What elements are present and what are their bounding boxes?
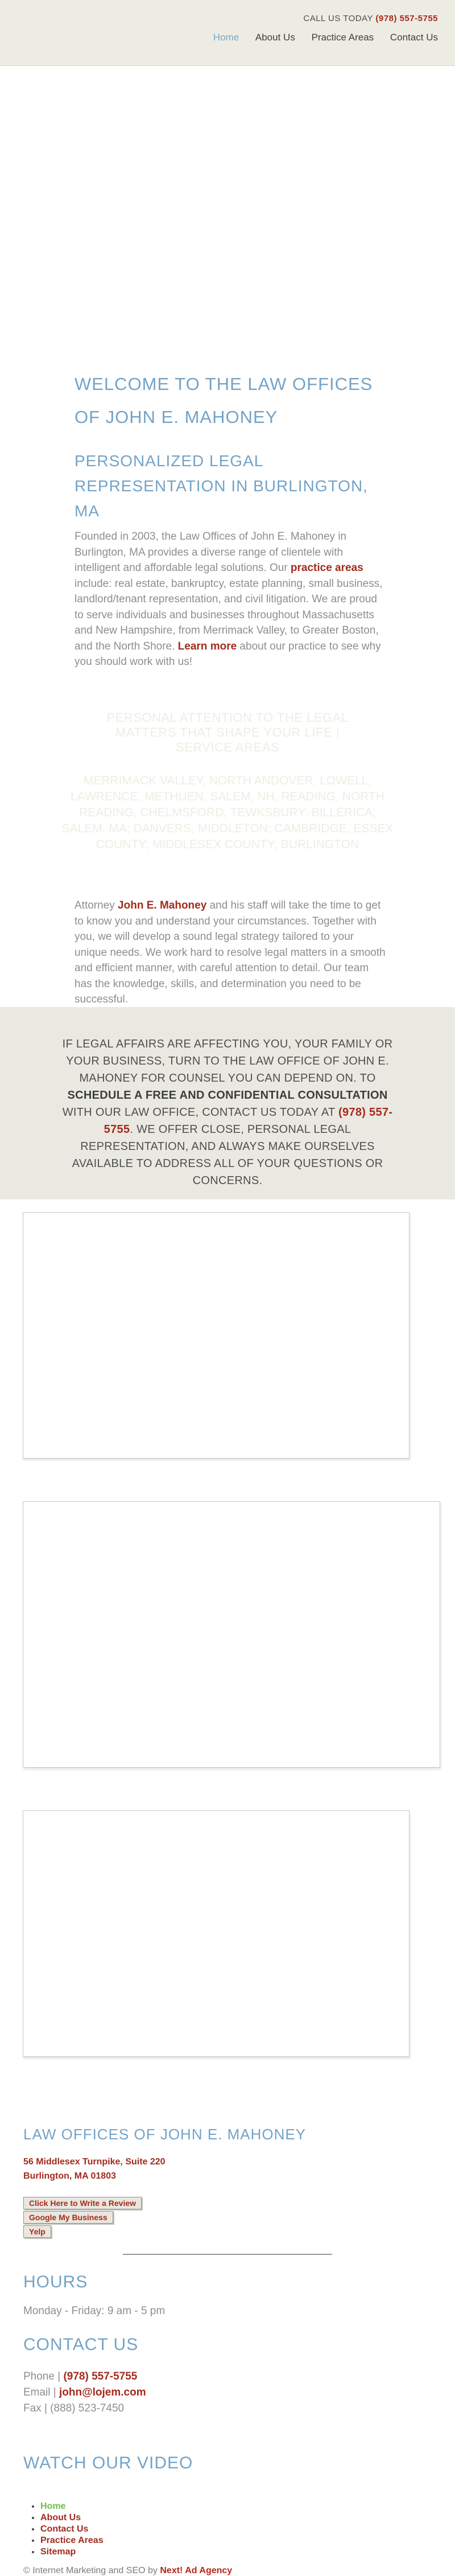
site-header <box>0 0 455 66</box>
intro-text-3: about our practice to see why you should work with us! <box>75 640 381 668</box>
footer-link-about-us[interactable]: About Us <box>40 2513 81 2522</box>
email-label: Email | <box>23 2386 60 2398</box>
practice-areas-link[interactable]: practice areas <box>290 562 363 574</box>
map-embed-placeholder-2[interactable] <box>23 1501 440 1768</box>
yelp-button[interactable]: Yelp <box>23 2225 51 2238</box>
contact-us-heading: CONTACT US <box>23 2335 139 2354</box>
header-phone-link[interactable]: (978) 557-5755 <box>375 14 438 23</box>
email-line <box>23 2385 432 2401</box>
nav-item-practice-areas[interactable]: Practice Areas <box>311 32 374 43</box>
main-nav <box>0 32 438 43</box>
address-line-1: 56 Middlesex Turnpike, Suite 220 <box>23 2157 166 2167</box>
attorney-text-2: and his staff will take the time to get to know you and understand your circumstances. Together with you, we will develop a sound legal strategy tailored to your unique needs. We work hard to resolve legal matters in a smooth and efficient manner, with careful attention to detail. Our team has the knowledge, skills, and determination you need to be successful. <box>75 899 386 1005</box>
footer-firm-name: LAW OFFICES OF JOHN E. MAHONEY <box>23 2126 307 2143</box>
footer-divider <box>123 2254 332 2255</box>
contact-block <box>23 2369 432 2417</box>
watch-video-heading: WATCH OUR VIDEO <box>23 2454 193 2472</box>
cta-text-2: WITH OUR LAW OFFICE, CONTACT US TODAY AT <box>62 1106 339 1119</box>
intro-text-1: Founded in 2003, the Law Offices of John E. Mahoney in Burlington, MA provides a diverse range of clientele with intelligent and affordable legal solutions. Our <box>75 531 347 574</box>
intro-paragraph <box>75 529 387 670</box>
nav-item-contact-us[interactable]: Contact Us <box>390 32 438 43</box>
attorney-text-1: Attorney <box>75 899 118 911</box>
attorney-paragraph <box>75 898 387 1008</box>
footer-link-home[interactable]: Home <box>40 2501 66 2511</box>
welcome-section <box>75 368 387 670</box>
footer-email-link[interactable]: john@lojem.com <box>59 2386 146 2398</box>
service-areas-faded-section <box>57 710 398 853</box>
footer-phone-link[interactable]: (978) 557-5755 <box>63 2370 138 2382</box>
address-line-2: Burlington, MA 01803 <box>23 2171 116 2181</box>
cta-paragraph <box>57 1036 398 1189</box>
cta-phone-link[interactable]: (978) 557-5755 <box>104 1106 393 1136</box>
write-review-button[interactable]: Click Here to Write a Review <box>23 2197 142 2209</box>
fax-line <box>23 2401 432 2417</box>
cta-text-3: . WE OFFER CLOSE, PERSONAL LEGAL REPRESENTATION, AND ALWAYS MAKE OURSELVES AVAILABLE TO ADDRESS ALL OF YOUR QUESTIONS OR CONCERNS. <box>72 1123 383 1187</box>
call-us-line <box>0 14 438 23</box>
welcome-heading: WELCOME TO THE LAW OFFICES OF JOHN E. MAHONEY <box>75 374 373 427</box>
fax-label: Fax | <box>23 2402 51 2414</box>
next-ad-agency-link[interactable]: Next! Ad Agency <box>160 2566 233 2575</box>
map-embed-placeholder-1[interactable] <box>23 1212 410 1458</box>
footer-link-item <box>40 2524 432 2535</box>
phone-line <box>23 2369 432 2385</box>
fax-number: (888) 523-7450 <box>50 2402 125 2414</box>
hours-text: Monday - Friday: 9 am - 5 pm <box>23 2305 166 2317</box>
phone-label: Phone | <box>23 2370 64 2382</box>
nav-item-home[interactable]: Home <box>213 32 239 43</box>
footer-nav-list <box>23 2501 432 2558</box>
footer-link-practice-areas[interactable]: Practice Areas <box>40 2536 104 2545</box>
cta-bold-consultation: SCHEDULE A FREE AND CONFIDENTIAL CONSULTATION <box>67 1089 388 1102</box>
call-us-label: CALL US TODAY <box>303 14 376 23</box>
cta-text-1: IF LEGAL AFFAIRS ARE AFFECTING YOU, YOUR FAMILY OR YOUR BUSINESS, TURN TO THE LAW OFFICE OF JOHN E. MAHONEY FOR COUNSEL YOU CAN DEPEND ON. TO <box>62 1038 393 1084</box>
map-embed-placeholder-3[interactable] <box>23 1810 410 2057</box>
footer-link-item <box>40 2546 432 2558</box>
site-footer <box>23 2125 432 2576</box>
intro-text-2: include: real estate, bankruptcy, estate planning, small business, landlord/tenant representation, and civil litigation. We are proud to serve individuals and businesses throughout Massachusetts and New Hampshire, from Merrimack Valley, to Greater Boston, and the North Shore. <box>75 577 383 652</box>
subheading-personalized-legal: PERSONALIZED LEGAL REPRESENTATION IN BURLINGTON, MA <box>75 452 368 520</box>
footer-link-contact-us[interactable]: Contact Us <box>40 2524 89 2534</box>
nav-item-about-us[interactable]: About Us <box>255 32 295 43</box>
address-block <box>23 2155 432 2183</box>
john-mahoney-link[interactable]: John E. Mahoney <box>118 899 207 911</box>
copyright-text: © Internet Marketing and SEO by <box>23 2566 160 2575</box>
google-my-business-button[interactable]: Google My Business <box>23 2211 113 2224</box>
footer-link-sitemap[interactable]: Sitemap <box>40 2547 76 2557</box>
footer-link-item <box>40 2501 432 2512</box>
service-areas-heading: PERSONAL ATTENTION TO THE LEGAL MATTERS THAT SHAPE YOUR LIFE | SERVICE AREAS <box>106 710 349 754</box>
attorney-section <box>75 898 387 1008</box>
service-areas-list: MERRIMACK VALLEY, NORTH ANDOVER, LOWELL, LAWRENCE, METHUEN, SALEM, NH, READING, NORTH READING, CHELMSFORD, TEWKSBURY; BILLERICA; SALEM, MA; DANVERS, MIDDLETON; CAMBRIDGE, ESSEX COUNTY; MIDDLESEX COUNTY; BURLINGTON <box>61 774 394 851</box>
hours-heading: HOURS <box>23 2273 88 2291</box>
footer-link-item <box>40 2535 432 2546</box>
footer-link-item <box>40 2512 432 2524</box>
cta-band <box>0 1007 455 1199</box>
learn-more-link[interactable]: Learn more <box>177 640 237 652</box>
